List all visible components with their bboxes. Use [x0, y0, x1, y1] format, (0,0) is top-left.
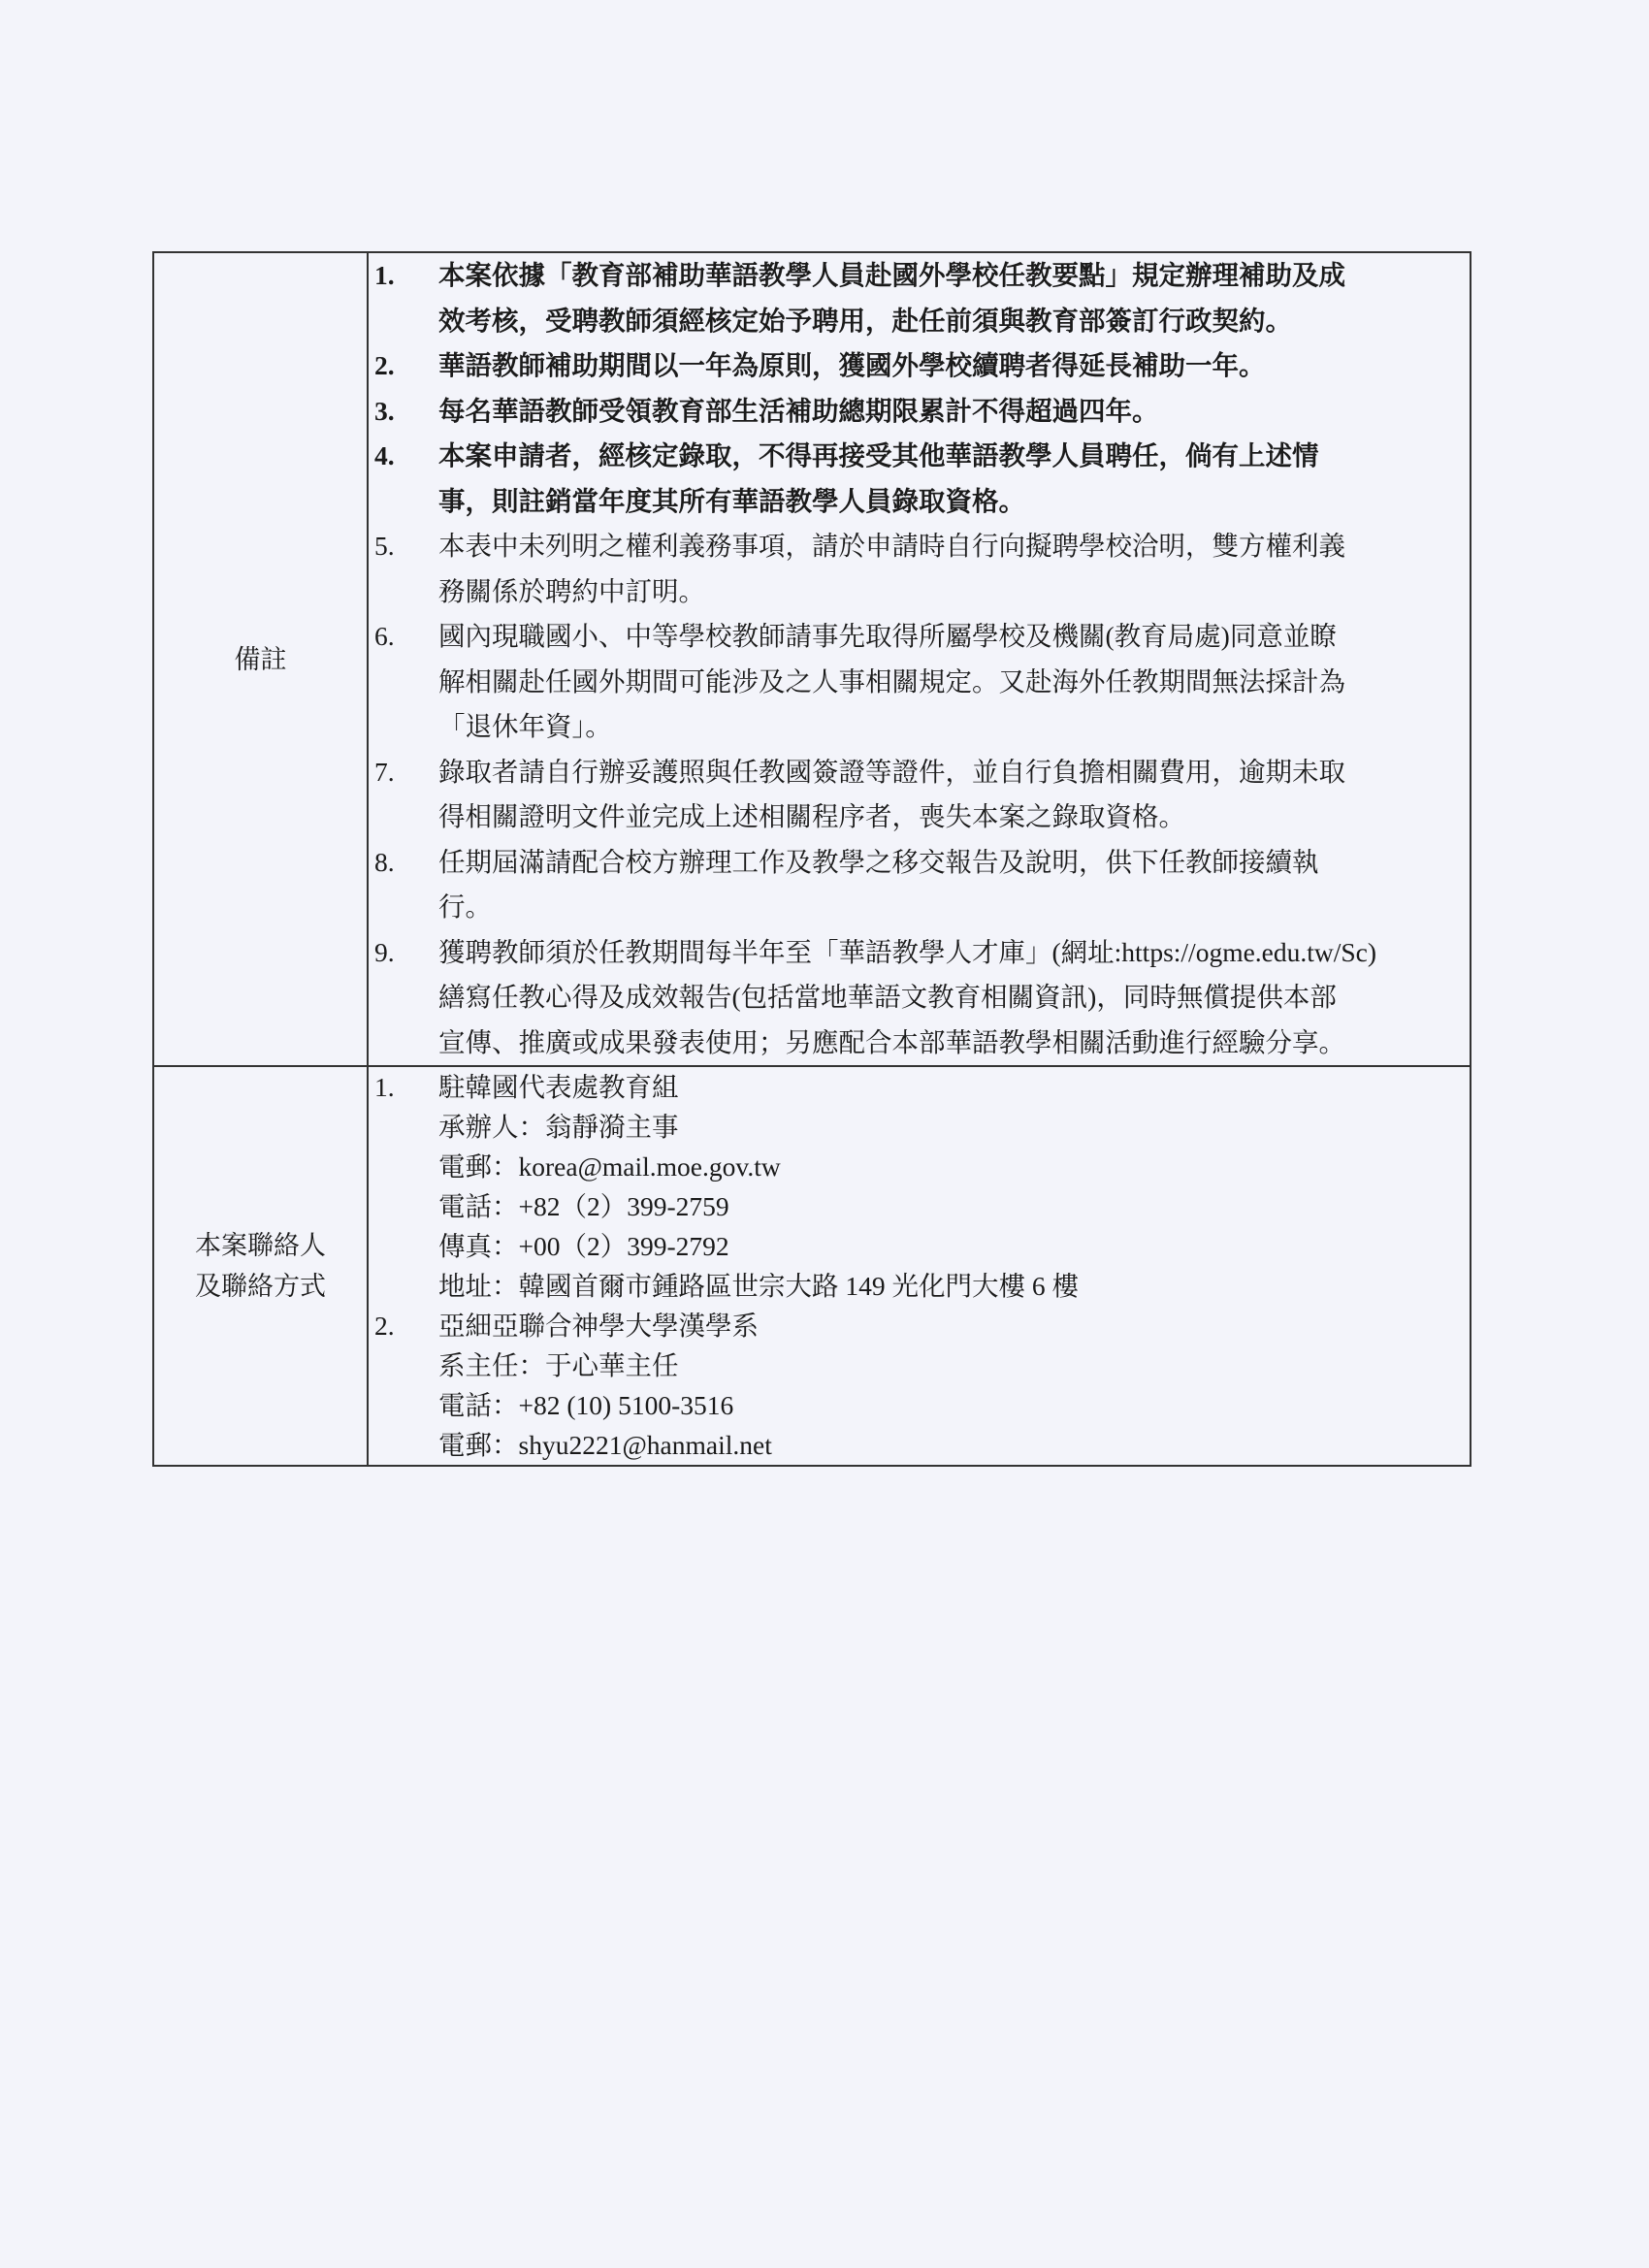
contact-detail: 地址：韓國首爾市鍾路區世宗大路 149 光化門大樓 6 樓 [438, 1271, 1079, 1301]
note-text [438, 253, 1470, 343]
note-number: 9. [374, 936, 395, 967]
notes-list [368, 252, 1471, 1066]
note-line: 國內現職國小、中等學校教師請事先取得所屬學校及機關(教育局處)同意並瞭 [438, 621, 1337, 651]
contact-label-line: 及聯絡方式 [195, 1272, 326, 1301]
note-item [369, 840, 1470, 930]
note-number: 6. [374, 621, 395, 651]
note-item [369, 524, 1470, 614]
note-line: 行。 [438, 891, 492, 922]
contact-label-line: 本案聯絡人 [195, 1231, 326, 1260]
note-number: 2. [374, 350, 395, 380]
note-text [438, 434, 1470, 524]
contact-detail: 系主任：于心華主任 [438, 1350, 679, 1380]
note-item [369, 434, 1470, 524]
note-line: 事，則註銷當年度其所有華語教學人員錄取資格。 [438, 485, 1025, 516]
contact-org: 亞細亞聯合神學大學漢學系 [438, 1311, 759, 1341]
contact-detail: 電郵：shyu2221@hanmail.net [438, 1430, 772, 1460]
note-line: 本案依據「教育部補助華語教學人員赴國外學校任教要點」規定辦理補助及成 [438, 260, 1345, 290]
notes-row [153, 252, 1471, 1066]
contact-number: 2. [374, 1311, 395, 1341]
note-number: 5. [374, 531, 395, 561]
note-item [369, 750, 1470, 840]
note-line: 本表中未列明之權利義務事項，請於申請時自行向擬聘學校洽明，雙方權利義 [438, 531, 1345, 561]
contact-list [368, 1066, 1471, 1466]
contact-group-title [369, 1067, 1470, 1107]
contact-org: 駐韓國代表處教育組 [438, 1072, 679, 1102]
note-line: 解相關赴任國外期間可能涉及之人事相關規定。又赴海外任教期間無法採計為 [438, 665, 1345, 697]
note-item [369, 389, 1470, 435]
note-text [438, 343, 1470, 389]
note-text [438, 840, 1470, 930]
note-item [369, 343, 1470, 389]
contact-number: 1. [374, 1072, 395, 1102]
note-number: 4. [374, 440, 395, 470]
contact-row [153, 1066, 1471, 1466]
note-text [438, 389, 1470, 435]
note-text [438, 750, 1470, 840]
note-item [369, 614, 1470, 750]
contact-detail: 傳真：+00（2）399-2792 [438, 1231, 729, 1261]
contact-group-title [369, 1306, 1470, 1345]
note-line: 本案申請者，經核定錄取，不得再接受其他華語教學人員聘任，倘有上述情 [438, 440, 1319, 470]
note-line: 效考核，受聘教師須經核定始予聘用，赴任前須與教育部簽訂行政契約。 [438, 305, 1292, 336]
contact-detail: 電話：+82 (10) 5100-3516 [438, 1390, 734, 1420]
note-line: 華語教師補助期間以一年為原則，獲國外學校續聘者得延長補助一年。 [438, 350, 1266, 380]
note-line: 獲聘教師須於任教期間每半年至「華語教學人才庫」(網址:https://ogme.edu.tw/Sc) [438, 936, 1377, 967]
note-line: 得相關證明文件並完成上述相關程序者，喪失本案之錄取資格。 [438, 801, 1185, 831]
note-line: 繕寫任教心得及成效報告(包括當地華語文教育相關資訊)，同時無償提供本部 [438, 982, 1337, 1012]
contact-detail: 承辦人：翁靜漪主事 [438, 1112, 679, 1142]
note-line: 「退休年資」。 [438, 711, 612, 741]
contact-detail: 電郵：korea@mail.moe.gov.tw [438, 1151, 781, 1182]
note-text [438, 614, 1470, 750]
contact-label [153, 1066, 368, 1466]
note-number: 7. [374, 756, 395, 787]
note-line: 錄取者請自行辦妥護照與任教國簽證等證件，並自行負擔相關費用，逾期未取 [438, 756, 1345, 787]
note-item [369, 253, 1470, 343]
note-text [438, 930, 1470, 1066]
info-table [152, 251, 1471, 1467]
note-line: 每名華語教師受領教育部生活補助總期限累計不得超過四年。 [438, 395, 1159, 426]
note-number: 3. [374, 395, 395, 426]
contact-detail: 電話：+82（2）399-2759 [438, 1191, 729, 1221]
note-text [438, 524, 1470, 614]
note-line: 宣傳、推廣或成果發表使用；另應配合本部華語教學相關活動進行經驗分享。 [438, 1026, 1345, 1057]
notes-label: 備註 [153, 252, 368, 1066]
note-line: 任期屆滿請配合校方辦理工作及教學之移交報告及說明，供下任教師接續執 [438, 846, 1319, 877]
note-item [369, 930, 1470, 1066]
note-line: 務關係於聘約中訂明。 [438, 575, 705, 606]
note-number: 8. [374, 846, 395, 877]
note-number: 1. [374, 260, 395, 290]
